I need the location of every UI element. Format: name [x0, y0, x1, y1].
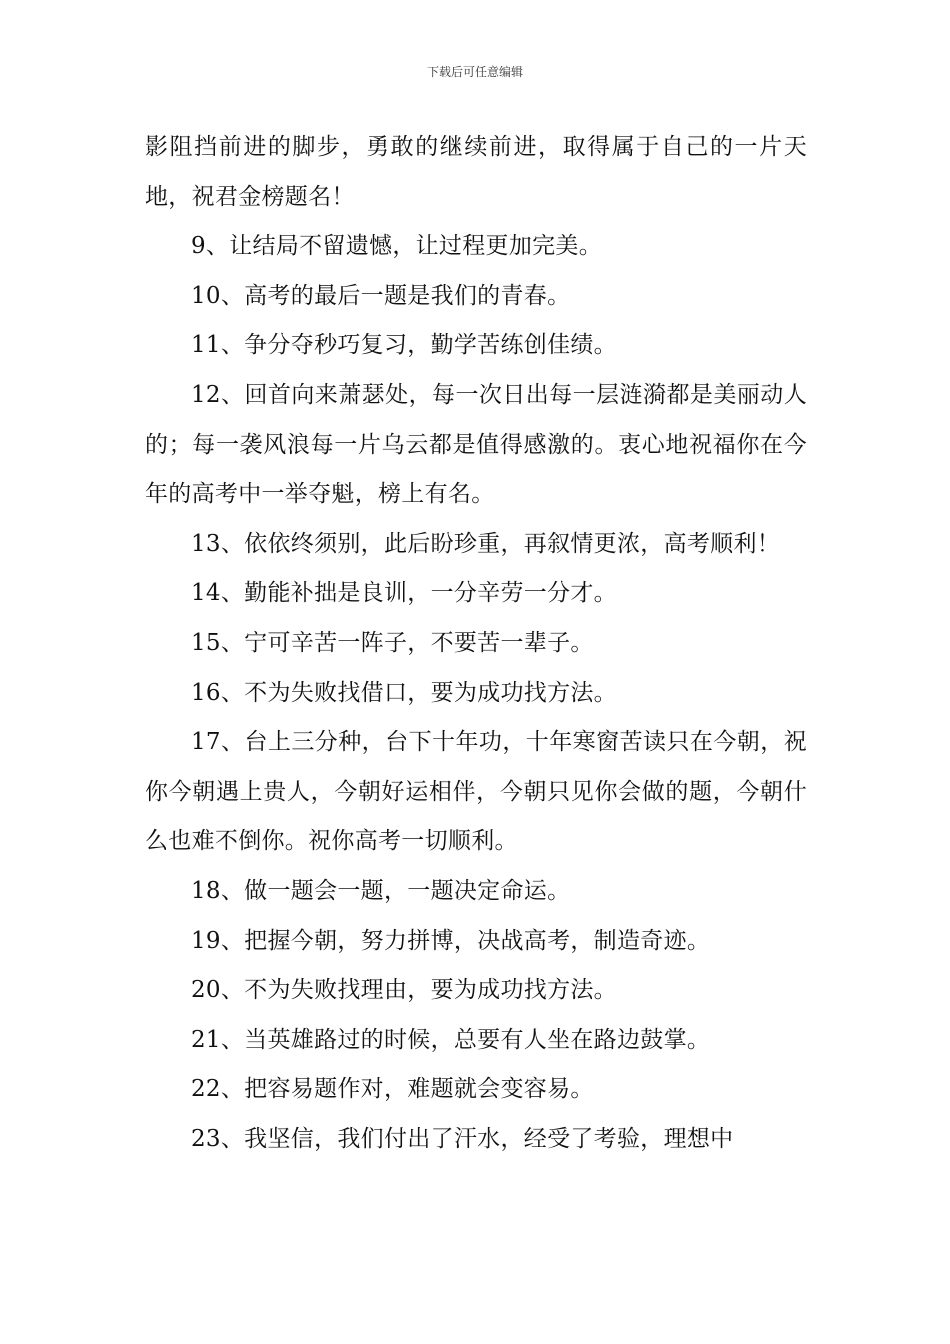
paragraph-item-20: 20、不为失败找理由，要为成功找方法。: [191, 977, 617, 1004]
paragraph-item-22: 22、把容易题作对，难题就会变容易。: [191, 1076, 594, 1103]
paragraph-item-15: 15、宁可辛苦一阵子，不要苦一辈子。: [191, 629, 594, 656]
paragraph-item-19: 19、把握今朝，努力拼博，决战高考，制造奇迹。: [191, 927, 711, 954]
paragraph-item-14: 14、勤能补拙是良训，一分辛劳一分才。: [191, 580, 617, 607]
paragraph-item-9: 9、让结局不留遗憾，让过程更加完美。: [191, 233, 603, 260]
paragraph-item-10: 10、高考的最后一题是我们的青春。: [191, 282, 571, 309]
body-text: [145, 123, 807, 1164]
paragraph-item-12: 12、回首向来萧瑟处，每一次日出每一层涟漪都是美丽动人的；每一袭风浪每一片乌云都是值得感激的。衷心地祝福你在今年的高考中一举夺魁，榜上有名。: [145, 381, 807, 508]
paragraph-item-17: 17、台上三分种，台下十年功，十年寒窗苦读只在今朝，祝你今朝遇上贵人，今朝好运相伴，今朝只见你会做的题，今朝什么也难不倒你。祝你高考一切顺利。: [145, 729, 807, 855]
paragraph-continuation: 影阻挡前进的脚步，勇敢的继续前进，取得属于自己的一片天地，祝君金榜题名！: [145, 134, 807, 210]
paragraph-item-21: 21、当英雄路过的时候，总要有人坐在路边鼓掌。: [191, 1026, 711, 1053]
paragraph-item-23: 23、我坚信，我们付出了汗水，经受了考验，理想中: [191, 1125, 734, 1152]
paragraph-item-18: 18、做一题会一题，一题决定命运。: [191, 877, 571, 904]
paragraph-item-16: 16、不为失败找借口，要为成功找方法。: [191, 679, 617, 706]
page-header: 下载后可任意编辑: [426, 65, 523, 79]
paragraph-item-11: 11、争分夺秒巧复习，勤学苦练创佳绩。: [191, 332, 617, 359]
paragraph-item-13: 13、依依终须别，此后盼珍重，再叙情更浓，高考顺利！: [191, 530, 781, 557]
